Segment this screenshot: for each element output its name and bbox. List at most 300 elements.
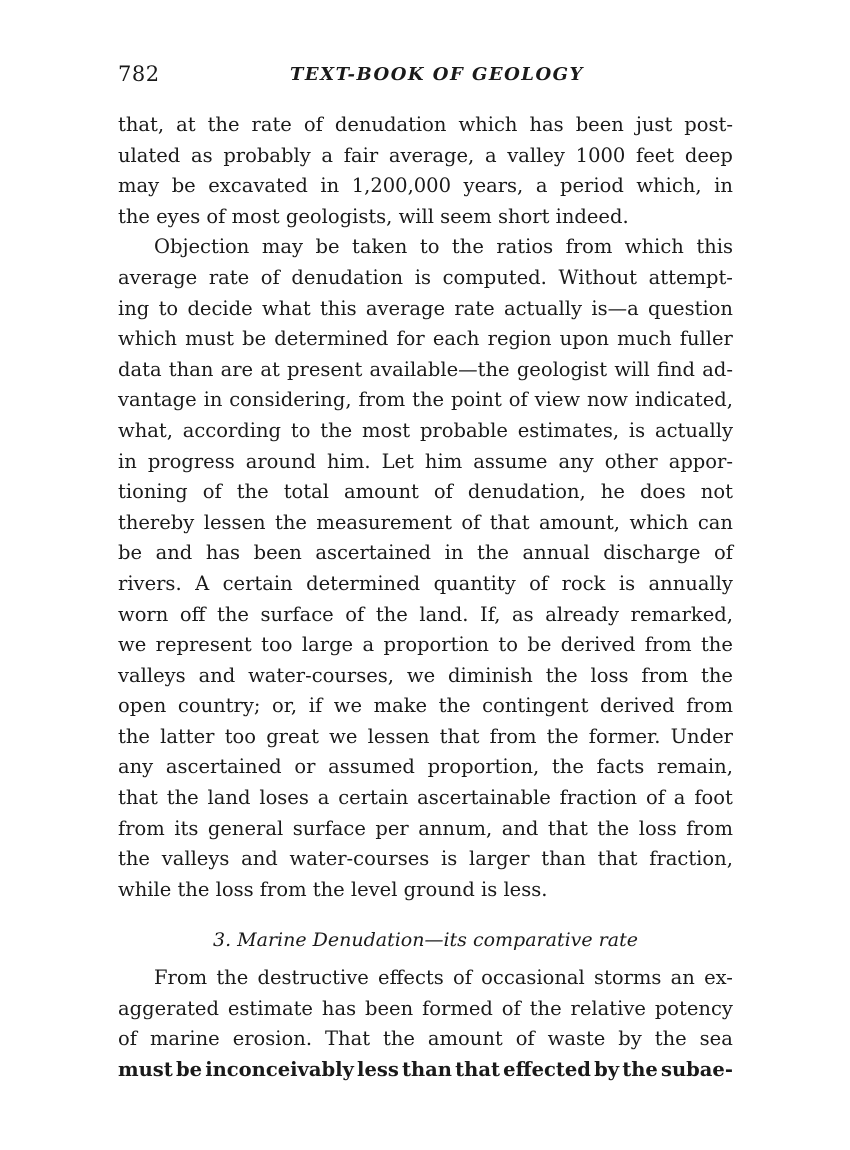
word: in xyxy=(320,174,340,198)
text-line xyxy=(118,477,733,508)
word: diminish xyxy=(448,663,533,687)
word: the xyxy=(597,816,630,840)
word: to xyxy=(419,235,440,259)
word: ing xyxy=(118,296,150,320)
word: computed. xyxy=(442,265,547,289)
word: of xyxy=(118,1027,137,1051)
word: of xyxy=(508,388,528,412)
word: to xyxy=(158,296,179,320)
word: off xyxy=(179,602,206,626)
word: taken xyxy=(351,235,408,259)
word: ascertained xyxy=(315,541,432,565)
word: less xyxy=(357,1057,399,1081)
word: destructive xyxy=(257,966,369,989)
word: he xyxy=(600,480,625,504)
word: ad- xyxy=(702,357,733,381)
word: former. xyxy=(588,724,661,748)
word: by xyxy=(618,1027,642,1051)
word: to xyxy=(498,633,518,657)
word: of xyxy=(645,786,665,810)
word: view xyxy=(534,388,581,412)
word: assume xyxy=(473,449,548,473)
word: is xyxy=(628,418,646,442)
word: post- xyxy=(684,113,733,136)
word: surface xyxy=(260,602,334,626)
word: of xyxy=(461,510,481,534)
word: much xyxy=(617,327,672,351)
word: now xyxy=(586,388,628,412)
word: estimates, xyxy=(517,418,620,442)
word: worn xyxy=(118,602,169,626)
word: from xyxy=(358,388,406,412)
word: lessen xyxy=(203,510,266,534)
word: must xyxy=(185,327,234,351)
running-head xyxy=(118,62,733,92)
word: by xyxy=(594,1057,620,1081)
word: from xyxy=(489,724,537,748)
text-line xyxy=(118,294,733,325)
word: From xyxy=(154,966,208,989)
word: sea xyxy=(699,1027,733,1051)
word: foot xyxy=(694,786,733,810)
word: than xyxy=(401,1057,452,1081)
word: inconceivably xyxy=(205,1057,354,1081)
word: denudation xyxy=(334,113,447,136)
word: that xyxy=(547,816,588,840)
word: has xyxy=(529,113,564,136)
section-body-text xyxy=(118,963,733,1085)
word: around xyxy=(245,449,317,473)
word: is xyxy=(618,571,636,595)
word: that xyxy=(597,847,638,871)
word: is—a xyxy=(591,296,639,320)
word: if xyxy=(308,694,323,718)
text-line xyxy=(118,814,733,845)
word: other xyxy=(604,449,658,473)
word: rate xyxy=(208,265,250,289)
text-line xyxy=(118,600,733,631)
word: any xyxy=(558,449,594,473)
word: of xyxy=(202,480,222,504)
word: marine xyxy=(149,1027,220,1051)
word: proportion, xyxy=(427,755,540,779)
word: than xyxy=(168,357,214,381)
word: rivers. xyxy=(118,571,182,595)
word: great xyxy=(266,724,319,748)
word: data xyxy=(118,357,162,381)
word: make xyxy=(373,694,428,718)
word: ex- xyxy=(704,966,733,989)
word: at xyxy=(176,113,196,136)
word: determined xyxy=(274,327,389,351)
word: ascertained xyxy=(165,755,282,779)
word: the xyxy=(545,663,578,687)
word: the xyxy=(236,480,269,504)
word: find xyxy=(656,357,696,381)
word: erosion. xyxy=(232,1027,313,1051)
word: according xyxy=(182,418,282,442)
word: the xyxy=(700,633,733,657)
word: has xyxy=(205,541,241,565)
word: rate xyxy=(251,113,292,136)
word: total xyxy=(283,480,329,504)
text-line xyxy=(118,994,733,1025)
word: excavated xyxy=(208,174,308,198)
word: point xyxy=(450,388,502,412)
word: large xyxy=(301,633,354,657)
word: occasional xyxy=(481,966,585,989)
word: be xyxy=(118,541,143,565)
word: that xyxy=(439,724,480,748)
word: is xyxy=(414,265,431,289)
word: what xyxy=(261,296,311,320)
word: Let xyxy=(381,449,414,473)
word: in xyxy=(118,449,137,473)
word: a xyxy=(321,143,334,167)
text-line xyxy=(118,508,733,539)
word: its xyxy=(174,816,199,840)
word: land xyxy=(207,786,251,810)
word: as xyxy=(512,602,534,626)
word: does xyxy=(639,480,686,504)
word: waste xyxy=(547,1027,606,1051)
word: must xyxy=(118,1057,173,1081)
word: rate xyxy=(454,296,495,320)
word: of xyxy=(515,1027,535,1051)
word: we xyxy=(333,694,362,718)
word: from xyxy=(686,816,733,840)
word: or xyxy=(294,755,316,779)
word: are xyxy=(220,357,254,381)
word: region xyxy=(487,327,552,351)
word: or, xyxy=(272,694,298,718)
word: ratios xyxy=(496,235,554,259)
word: latter xyxy=(160,724,215,748)
body-text xyxy=(118,110,733,905)
word: for xyxy=(396,327,425,351)
word: the xyxy=(412,388,445,412)
word: loses xyxy=(259,786,309,810)
word: the xyxy=(320,418,353,442)
word: If, xyxy=(480,602,501,626)
word: denudation, xyxy=(467,480,586,504)
word: progress xyxy=(147,449,235,473)
word: not xyxy=(700,480,733,504)
word: at xyxy=(260,357,280,381)
word: question xyxy=(648,296,733,320)
word: present xyxy=(287,357,363,381)
word: the xyxy=(217,602,249,626)
word: the xyxy=(383,1027,415,1051)
word: the xyxy=(438,694,471,718)
word: Without xyxy=(558,265,637,289)
word: average, xyxy=(388,143,475,167)
word: fair xyxy=(343,143,379,167)
word: land. xyxy=(419,602,469,626)
word: subae- xyxy=(660,1057,733,1081)
word: A xyxy=(195,571,210,595)
word: which xyxy=(629,510,689,534)
word: Objection xyxy=(154,235,250,259)
text-line: while the loss from the level ground is less. xyxy=(118,877,548,901)
word: of xyxy=(529,571,549,595)
word: upon xyxy=(559,327,609,351)
word: may xyxy=(261,235,303,259)
word: can xyxy=(697,510,733,534)
text-line xyxy=(118,263,733,294)
word: the xyxy=(529,996,562,1020)
word: derived xyxy=(560,633,636,657)
word: storms xyxy=(594,966,662,989)
text-line xyxy=(118,569,733,600)
word: the xyxy=(166,786,199,810)
word: the xyxy=(375,602,408,626)
word: discharge xyxy=(603,541,701,565)
word: is xyxy=(441,847,458,871)
word: we xyxy=(329,724,358,748)
word: valleys xyxy=(118,663,186,687)
word: be xyxy=(242,327,267,351)
word: the xyxy=(654,1027,687,1051)
text-line xyxy=(118,110,733,141)
word: be xyxy=(527,633,552,657)
text-line xyxy=(118,722,733,753)
word: effects xyxy=(378,966,444,989)
word: valley xyxy=(507,143,565,167)
word: 1,200,000 xyxy=(351,174,451,198)
word: from xyxy=(686,694,733,718)
word: determined xyxy=(306,571,421,595)
word: loss xyxy=(638,816,677,840)
text-line xyxy=(118,844,733,875)
paragraph-1 xyxy=(118,110,733,232)
word: indicated, xyxy=(634,388,733,412)
word: in xyxy=(444,541,464,565)
word: open xyxy=(118,694,167,718)
text-line xyxy=(118,416,733,447)
word: been xyxy=(575,113,624,136)
word: quantity xyxy=(433,571,516,595)
section-heading: 3. Marine Denudation—its comparative rate xyxy=(213,929,638,951)
word: amount xyxy=(427,1027,503,1051)
word: has xyxy=(321,996,357,1020)
word: that, xyxy=(118,113,165,136)
word: from xyxy=(641,663,689,687)
word: this xyxy=(319,296,357,320)
text-line xyxy=(118,1055,733,1086)
word: most xyxy=(362,418,411,442)
word: larger xyxy=(469,847,530,871)
word: too xyxy=(224,724,257,748)
word: effected xyxy=(503,1057,591,1081)
word: country; xyxy=(177,694,261,718)
word: the xyxy=(701,663,733,687)
word: amount, xyxy=(539,510,621,534)
word: fraction, xyxy=(649,847,733,871)
word: aggerated xyxy=(118,996,219,1020)
word: the xyxy=(546,724,579,748)
word: annually xyxy=(648,571,733,595)
word: be xyxy=(171,174,196,198)
word: average xyxy=(365,296,446,320)
word: from xyxy=(565,235,613,259)
word: that xyxy=(455,1057,500,1081)
word: a xyxy=(535,174,548,198)
word: period xyxy=(560,174,624,198)
word: the xyxy=(451,235,484,259)
word: which, xyxy=(636,174,702,198)
word: the xyxy=(207,113,240,136)
word: fuller xyxy=(679,327,733,351)
word: a xyxy=(484,143,497,167)
word: we xyxy=(118,633,147,657)
word: average xyxy=(118,265,198,289)
word: per xyxy=(375,816,409,840)
word: and xyxy=(501,816,539,840)
word: the xyxy=(477,541,509,565)
word: and xyxy=(155,541,193,565)
paragraph-2 xyxy=(118,232,733,905)
word: each xyxy=(432,327,480,351)
word: ascertainable xyxy=(417,786,551,810)
word: tioning xyxy=(118,480,188,504)
word: in xyxy=(203,388,223,412)
word: be xyxy=(315,235,340,259)
word: loss xyxy=(590,663,629,687)
text-line xyxy=(118,1024,733,1055)
word: vantage xyxy=(118,388,197,412)
word: appor- xyxy=(668,449,733,473)
word: in xyxy=(714,174,733,198)
word: denudation xyxy=(291,265,404,289)
word: will xyxy=(614,357,650,381)
text-line xyxy=(118,141,733,172)
word: represent xyxy=(155,633,252,657)
word: and xyxy=(198,663,236,687)
text-line xyxy=(118,447,733,478)
word: formed xyxy=(422,996,493,1020)
page-number: 782 xyxy=(118,62,160,86)
word: of xyxy=(345,602,365,626)
word: decide xyxy=(187,296,253,320)
word: what, xyxy=(118,418,173,442)
word: as xyxy=(190,143,213,167)
word: a xyxy=(362,633,375,657)
word: of xyxy=(303,113,323,136)
text-line xyxy=(118,963,733,994)
word: water-courses, xyxy=(248,663,395,687)
word: of xyxy=(433,480,453,504)
word: of xyxy=(452,966,472,989)
word: any xyxy=(118,755,154,779)
word: an xyxy=(670,966,695,989)
word: relative xyxy=(570,996,646,1020)
word: rock xyxy=(561,571,606,595)
word: geologist xyxy=(516,357,608,381)
word: That xyxy=(325,1027,371,1051)
word: that xyxy=(118,786,158,810)
word: years, xyxy=(463,174,524,198)
text-line xyxy=(118,630,733,661)
word: to xyxy=(290,418,311,442)
word: be xyxy=(175,1057,203,1081)
word: the xyxy=(118,847,150,871)
word: this xyxy=(696,235,733,259)
text-line xyxy=(118,661,733,692)
word: him. xyxy=(327,449,371,473)
word: water-courses xyxy=(289,847,430,871)
word: remarked, xyxy=(630,602,733,626)
word: facts xyxy=(596,755,645,779)
word: which xyxy=(118,327,177,351)
word: of xyxy=(501,996,521,1020)
word: of xyxy=(260,265,280,289)
text-line xyxy=(118,355,733,386)
paragraph-3 xyxy=(118,963,733,1085)
word: measurement xyxy=(316,510,452,534)
word: been xyxy=(253,541,302,565)
word: proportion xyxy=(383,633,489,657)
word: than xyxy=(541,847,586,871)
word: and xyxy=(241,847,278,871)
word: probable xyxy=(419,418,508,442)
text-line xyxy=(118,171,733,202)
word: been xyxy=(365,996,414,1020)
word: from xyxy=(644,633,692,657)
word: the xyxy=(216,966,249,989)
word: which xyxy=(624,235,684,259)
word: probably xyxy=(223,143,311,167)
word: a xyxy=(673,786,686,810)
word: a xyxy=(317,786,330,810)
text-line xyxy=(118,783,733,814)
word: feet xyxy=(636,143,675,167)
word: fraction xyxy=(559,786,638,810)
text-line xyxy=(118,691,733,722)
word: annum, xyxy=(418,816,493,840)
word: too xyxy=(261,633,293,657)
word: deep xyxy=(684,143,733,167)
word: valleys xyxy=(161,847,230,871)
text-line xyxy=(118,324,733,355)
word: surface xyxy=(292,816,366,840)
text-line xyxy=(118,538,733,569)
word: from xyxy=(118,816,165,840)
word: just xyxy=(635,113,673,136)
word: Under xyxy=(670,724,733,748)
word: attempt- xyxy=(648,265,733,289)
word: already xyxy=(545,602,620,626)
word: assumed xyxy=(328,755,415,779)
word: actually xyxy=(654,418,733,442)
word: we xyxy=(406,663,436,687)
word: that xyxy=(489,510,530,534)
text-line xyxy=(118,752,733,783)
word: certain xyxy=(222,571,293,595)
word: potency xyxy=(654,996,733,1020)
word: the xyxy=(622,1057,658,1081)
word: derived xyxy=(600,694,675,718)
word: amount xyxy=(344,480,419,504)
word: lessen xyxy=(367,724,430,748)
word: annual xyxy=(522,541,590,565)
word: the xyxy=(551,755,584,779)
text-line: the eyes of most geologists, will seem short indeed. xyxy=(118,204,629,228)
word: of xyxy=(714,541,733,565)
word: him xyxy=(424,449,463,473)
word: available—the xyxy=(369,357,510,381)
word: general xyxy=(207,816,284,840)
